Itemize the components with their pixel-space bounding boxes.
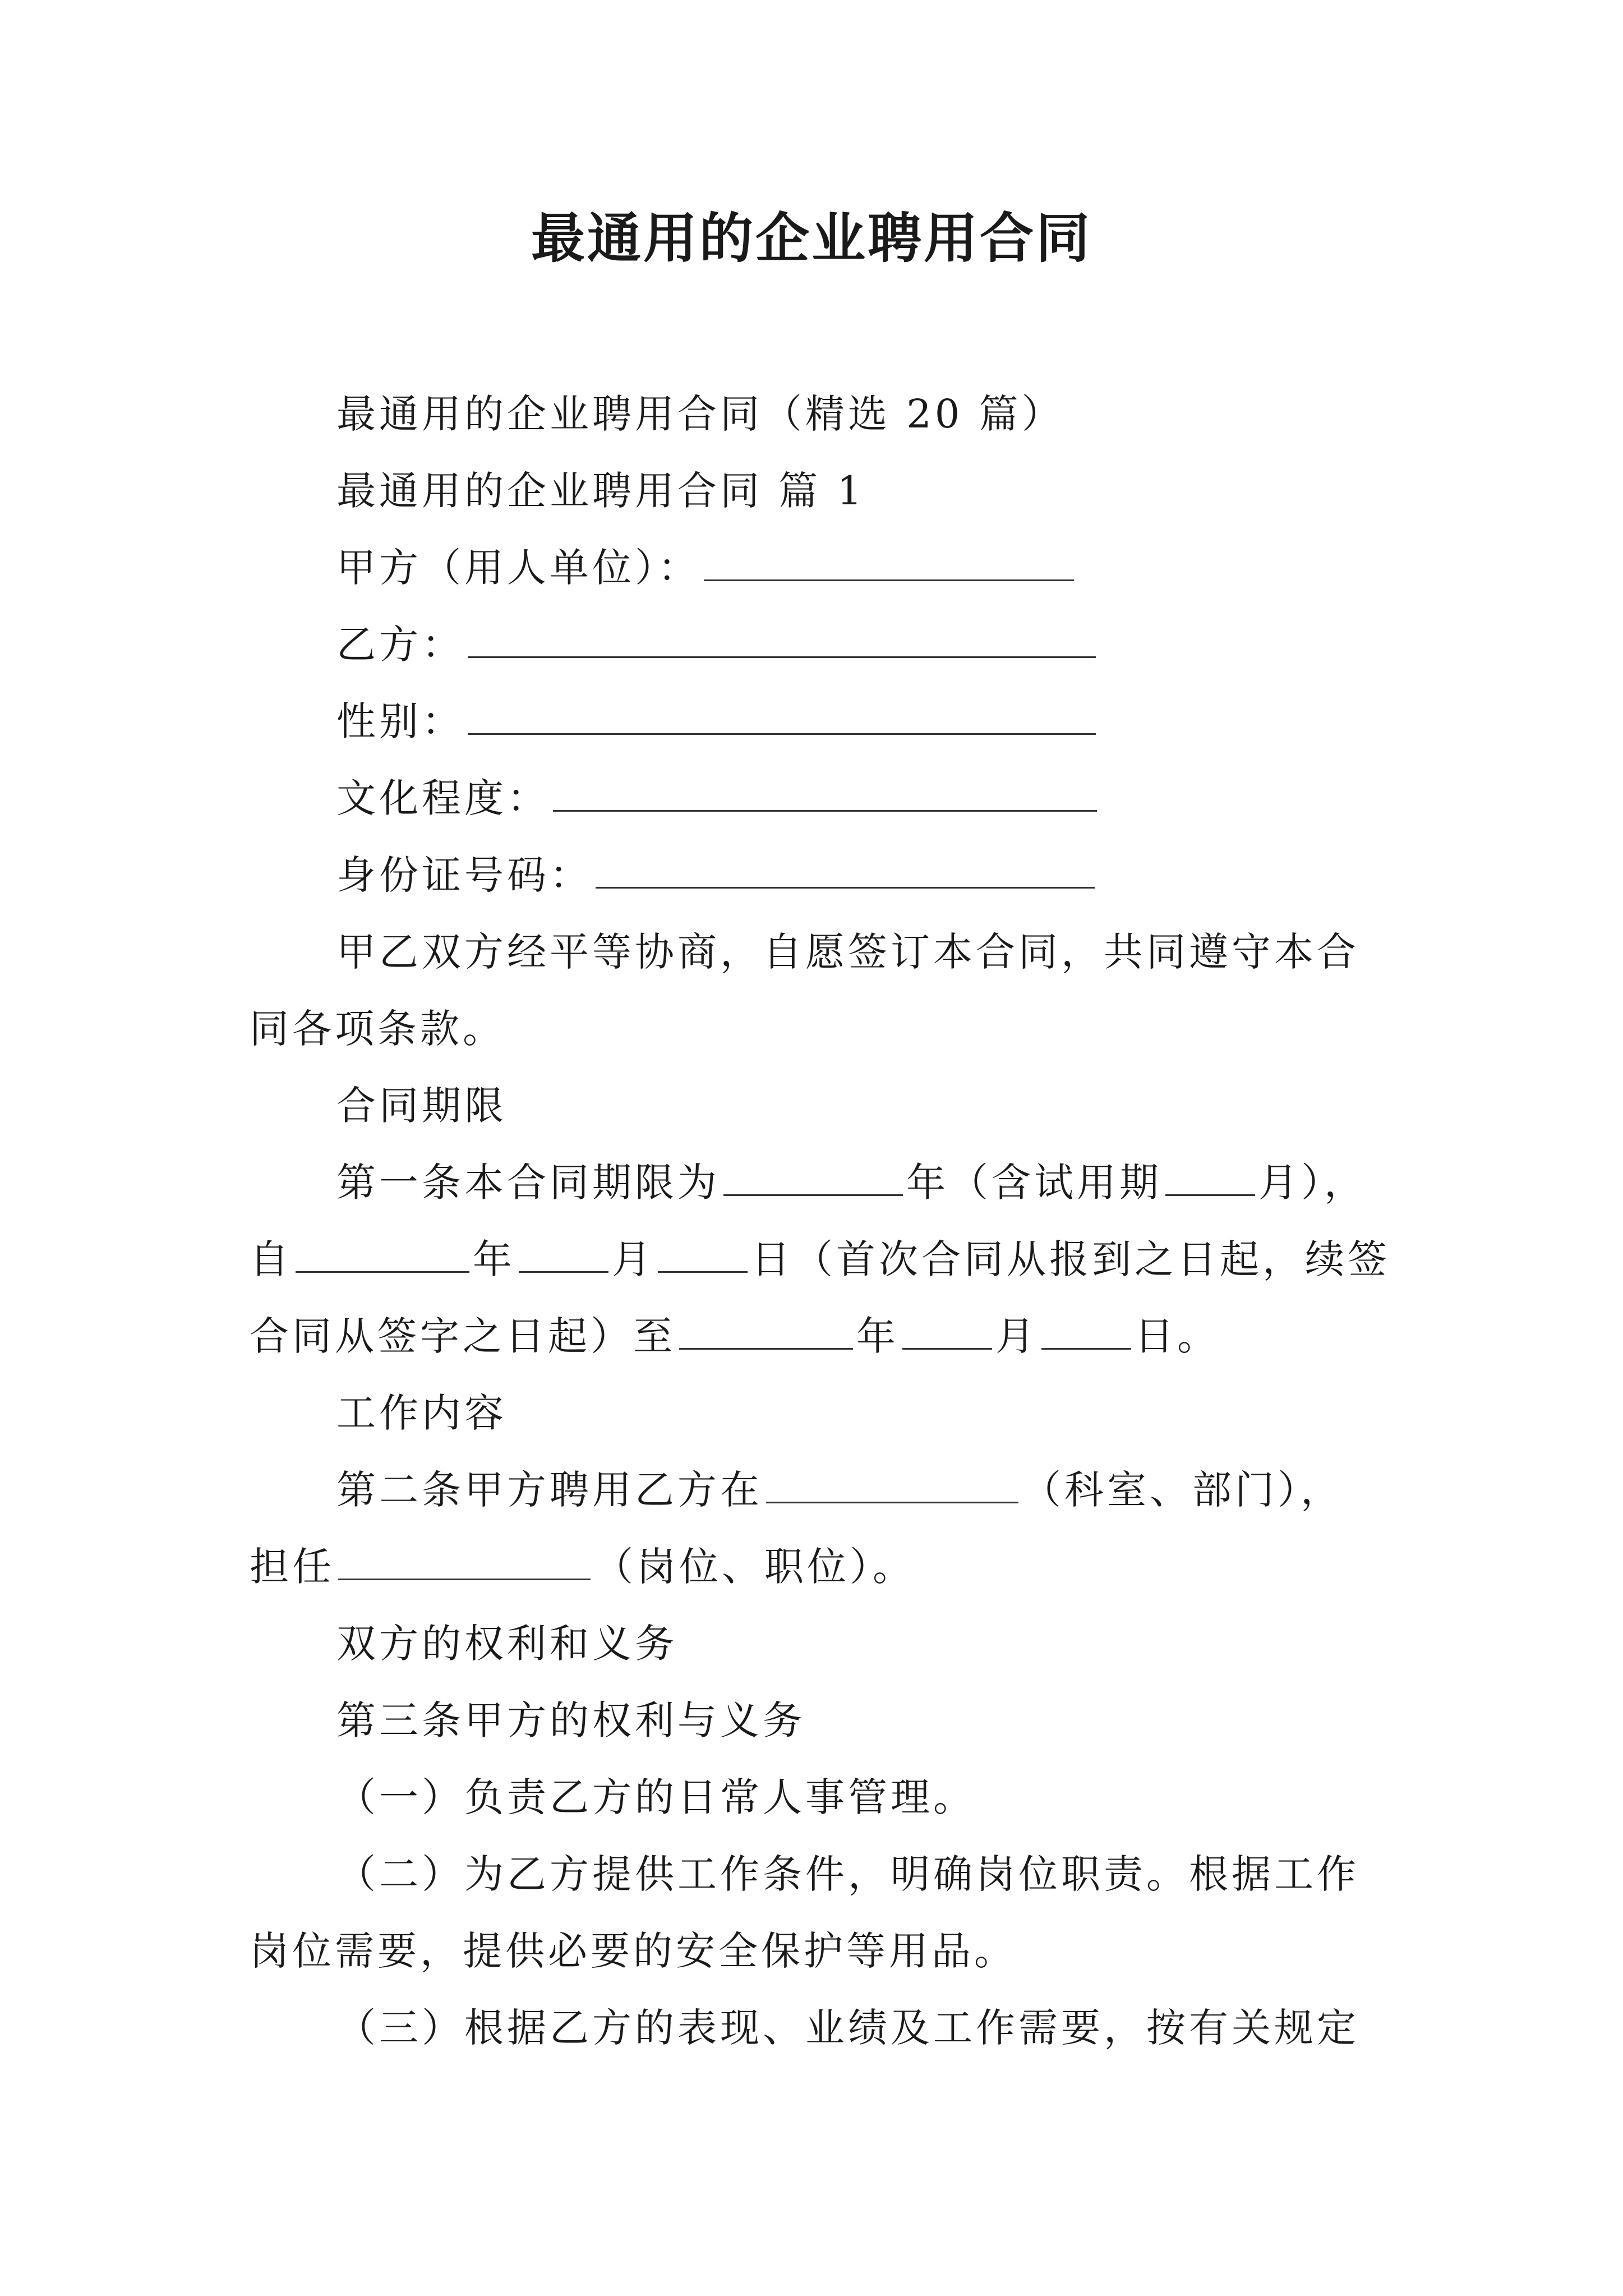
start-day-blank[interactable] bbox=[658, 1236, 748, 1273]
work-content-heading: 工作内容 bbox=[336, 1390, 507, 1436]
position-blank[interactable] bbox=[338, 1544, 591, 1580]
article-2-line-1 bbox=[250, 1452, 1394, 1529]
section-heading: 最通用的企业聘用合同 篇 1 bbox=[336, 468, 866, 514]
article-2-text: 第二条甲方聘用乙方在 bbox=[336, 1467, 763, 1513]
article-1-text: 年 bbox=[856, 1313, 899, 1359]
party-b-label: 乙方： bbox=[336, 622, 464, 668]
gender-field bbox=[250, 683, 1394, 760]
gender-label: 性别： bbox=[336, 698, 464, 744]
article-2-text: 担任 bbox=[250, 1544, 335, 1590]
intro-line-1: 甲乙双方经平等协商，自愿签订本合同，共同遵守本合 bbox=[336, 929, 1359, 975]
article-1-text: 自 bbox=[250, 1236, 292, 1282]
party-a-field bbox=[250, 530, 1394, 606]
probation-months-blank[interactable] bbox=[1165, 1159, 1255, 1196]
article-1-text: 年（含试用期 bbox=[906, 1159, 1162, 1205]
rights-heading: 双方的权利和义务 bbox=[336, 1621, 677, 1667]
document-title: 最通用的企业聘用合同 bbox=[531, 206, 1092, 270]
article-2-text: （科室、部门）， bbox=[1022, 1467, 1343, 1513]
term-years-blank[interactable] bbox=[723, 1159, 903, 1196]
end-day-blank[interactable] bbox=[1041, 1313, 1131, 1350]
education-blank[interactable] bbox=[553, 775, 1097, 812]
education-field bbox=[250, 760, 1394, 837]
id-number-blank[interactable] bbox=[596, 852, 1095, 889]
party-b-blank[interactable] bbox=[468, 622, 1096, 658]
article-3-heading: 第三条甲方的权利与义务 bbox=[336, 1697, 805, 1743]
document-body bbox=[250, 376, 1394, 2067]
article-1-text: 日（首次合同从报到之日起，续签 bbox=[751, 1236, 1390, 1282]
education-label: 文化程度： bbox=[336, 775, 550, 821]
end-month-blank[interactable] bbox=[902, 1313, 992, 1350]
article-1-text: 月 bbox=[612, 1236, 654, 1282]
start-month-blank[interactable] bbox=[519, 1236, 608, 1273]
party-a-label: 甲方（用人单位）： bbox=[336, 545, 700, 591]
contract-term-heading: 合同期限 bbox=[336, 1083, 507, 1129]
article-1-line-2 bbox=[250, 1221, 1394, 1298]
article-1-text: 月）， bbox=[1258, 1159, 1367, 1205]
id-number-label: 身份证号码： bbox=[336, 852, 592, 898]
article-3-item-1: （一）负责乙方的日常人事管理。 bbox=[336, 1774, 976, 1820]
article-1-text: 第一条本合同期限为 bbox=[336, 1159, 720, 1205]
article-1-text: 合同从签字之日起）至 bbox=[250, 1313, 676, 1359]
article-1-text: 月 bbox=[995, 1313, 1038, 1359]
article-1-line-1 bbox=[250, 1144, 1394, 1221]
article-3-item-2-line-2: 岗位需要，提供必要的安全保护等用品。 bbox=[250, 1928, 1017, 1974]
department-blank[interactable] bbox=[766, 1467, 1018, 1503]
article-1-text: 日。 bbox=[1135, 1313, 1220, 1359]
end-year-blank[interactable] bbox=[679, 1313, 853, 1350]
gender-blank[interactable] bbox=[468, 698, 1096, 735]
article-3-item-2-line-1: （二）为乙方提供工作条件，明确岗位职责。根据工作 bbox=[336, 1851, 1359, 1897]
article-3-item-3-line-1: （三）根据乙方的表现、业绩及工作需要，按有关规定 bbox=[336, 2005, 1359, 2051]
id-number-field bbox=[250, 837, 1394, 914]
article-2-line-2 bbox=[250, 1529, 1394, 1605]
intro-line-2: 同各项条款。 bbox=[250, 1006, 505, 1052]
article-2-text: （岗位、职位）。 bbox=[594, 1544, 915, 1590]
party-a-blank[interactable] bbox=[704, 545, 1074, 581]
start-year-blank[interactable] bbox=[296, 1236, 469, 1273]
article-1-text: 年 bbox=[473, 1236, 515, 1282]
article-1-line-3 bbox=[250, 1298, 1394, 1375]
party-b-field bbox=[250, 606, 1394, 683]
document-subtitle: 最通用的企业聘用合同（精选 20 篇） bbox=[336, 391, 1064, 437]
